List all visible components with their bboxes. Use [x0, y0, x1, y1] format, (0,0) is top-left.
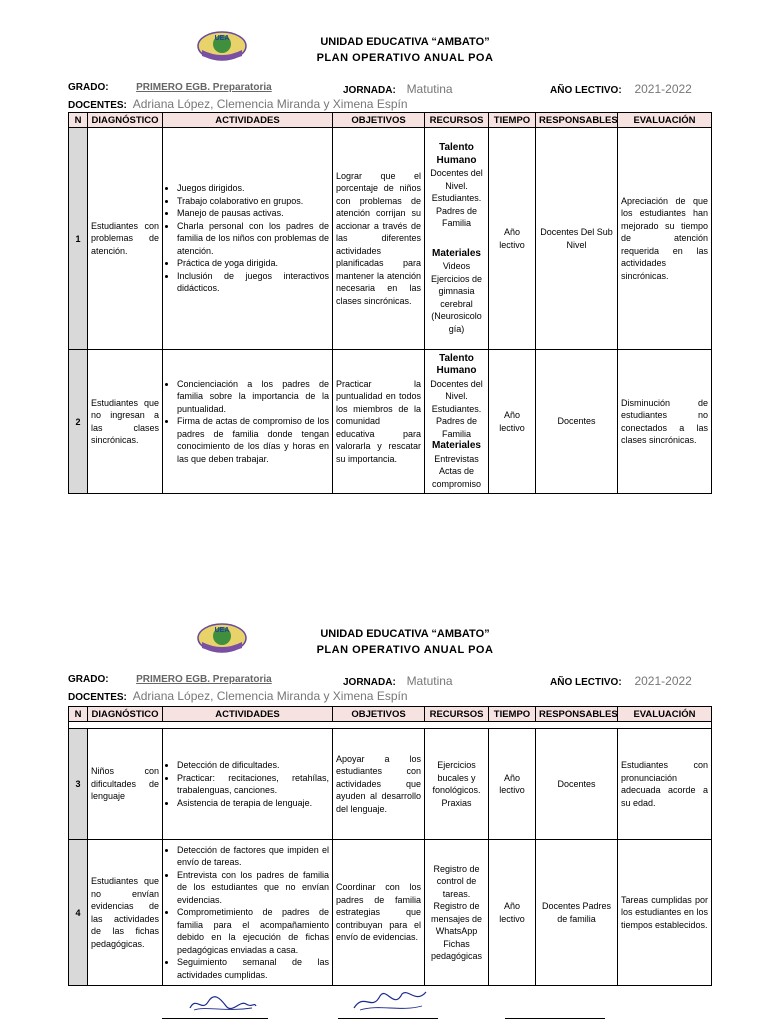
actividad-item: • Juegos dirigidos. — [177, 182, 329, 195]
evaluacion-cell: Apreciación de que los estudiantes han mejorado su tiempo de atención requerida en las actividades sincrónicas. — [618, 128, 712, 350]
col-header: RESPONSABLES — [536, 707, 618, 722]
col-header: DIAGNÓSTICO — [88, 707, 163, 722]
poa-table-2 — [68, 706, 712, 986]
col-header: OBJETIVOS — [333, 113, 425, 128]
objetivos-cell: Apoyar a los estudiantes con actividades que ayuden al desarrollo del lenguaje. — [333, 729, 425, 840]
actividad-item: • Comprometimiento de padres de familia para el acompañamiento debido en la ejecución de fichas pedagógicas enviadas a casa. — [177, 906, 329, 956]
tiempo-cell: Año lectivo — [489, 128, 536, 350]
docentes-row — [68, 689, 408, 703]
table-row — [69, 729, 712, 840]
actividad-item: • Detección de dificultades. — [177, 759, 329, 772]
responsables-cell: Docentes — [536, 729, 618, 840]
signature-line-1 — [162, 1018, 268, 1019]
row-number: 2 — [69, 350, 88, 494]
col-header: DIAGNÓSTICO — [88, 113, 163, 128]
table-header-row — [69, 707, 712, 722]
anio-label: AÑO LECTIVO: — [550, 677, 622, 688]
jornada-row — [343, 82, 453, 96]
plan-title: PLAN OPERATIVO ANUAL POA — [316, 644, 494, 656]
col-header: ACTIVIDADES — [163, 113, 333, 128]
jornada-value: Matutina — [406, 674, 453, 688]
recursos-cell — [425, 350, 489, 494]
recursos-mat-heading: Materiales — [432, 247, 481, 259]
table-row — [69, 840, 712, 986]
actividad-item: • Manejo de pausas activas. — [177, 207, 329, 220]
anio-value: 2021-2022 — [634, 82, 692, 96]
col-header: EVALUACIÓN — [618, 707, 712, 722]
recursos-mat-text: Videos Ejercicios de gimnasia cerebral (Neurosicolo gía) — [430, 261, 483, 334]
jornada-row — [343, 674, 453, 688]
recursos-th-heading: Talento Humano — [436, 352, 477, 377]
col-header: N — [69, 113, 88, 128]
spacer-row — [69, 722, 712, 729]
actividad-item: • Práctica de yoga dirigida. — [177, 257, 329, 270]
recursos-th-text: Docentes del Nivel. Estudiantes. Padres de Familia — [430, 378, 483, 439]
svg-text:UEA: UEA — [214, 627, 230, 634]
svg-text:UEA: UEA — [214, 35, 230, 42]
docentes-label: DOCENTES: — [68, 100, 127, 111]
tiempo-cell: Año lectivo — [489, 350, 536, 494]
evaluacion-cell: Tareas cumplidas por los estudiantes en los tiempos establecidos. — [618, 840, 712, 986]
col-header: TIEMPO — [489, 113, 536, 128]
plan-title: PLAN OPERATIVO ANUAL POA — [316, 52, 494, 64]
tiempo-cell: Año lectivo — [489, 729, 536, 840]
signature-1 — [186, 992, 260, 1016]
actividad-item: • Practicar: recitaciones, retahílas, trabalenguas, canciones. — [177, 772, 329, 797]
recursos-cell: Registro de control de tareas. Registro de mensajes de WhatsApp Fichas pedagógicas — [425, 840, 489, 986]
diagnostico-cell: Niños con dificultades de lenguaje — [88, 729, 163, 840]
actividad-item: • Seguimiento semanal de las actividades cumplidas. — [177, 956, 329, 981]
objetivos-cell: Coordinar con los padres de familia estrategias que contribuyan para el envío de evidencias. — [333, 840, 425, 986]
signature-line-3 — [505, 1018, 605, 1019]
actividad-item: • Entrevista con los padres de familia de los estudiantes que no envían evidencias. — [177, 869, 329, 907]
evaluacion-cell: Disminución de estudiantes no conectados a las clases sincrónicas. — [618, 350, 712, 494]
jornada-value: Matutina — [406, 82, 453, 96]
recursos-cell — [425, 128, 489, 350]
grado-row — [68, 82, 272, 93]
grado-value: PRIMERO EGB. Preparatoria — [136, 82, 272, 93]
school-name: UNIDAD EDUCATIVA “AMBATO” — [320, 628, 490, 640]
docentes-value: Adriana López, Clemencia Miranda y Ximena Espín — [132, 97, 408, 111]
table-row — [69, 128, 712, 350]
anio-row — [550, 82, 692, 96]
col-header: N — [69, 707, 88, 722]
grado-row — [68, 674, 272, 685]
actividades-cell — [163, 350, 333, 494]
objetivos-cell: Lograr que el porcentaje de niños con problemas de atención corrijan su accionar a través de las diferentes actividades planificadas para mantener la atención necesaria en las clases sincrónicas. — [333, 128, 425, 350]
signature-2 — [350, 984, 430, 1016]
diagnostico-cell: Estudiantes que no envían evidencias de las actividades de las fichas pedagógicas. — [88, 840, 163, 986]
row-number: 3 — [69, 729, 88, 840]
recursos-th-heading: Talento Humano — [436, 142, 477, 166]
recursos-cell: Ejercicios bucales y fonológicos. Praxias — [425, 729, 489, 840]
recursos-mat-heading: Materiales — [432, 440, 481, 452]
anio-value: 2021-2022 — [634, 674, 692, 688]
actividades-cell — [163, 128, 333, 350]
actividad-item: • Detección de factores que impiden el envío de tareas. — [177, 844, 329, 869]
objetivos-cell: Practicar la puntualidad en todos los miembros de la comunidad educativa para valorarla y rescatar su importancia. — [333, 350, 425, 494]
col-header: ACTIVIDADES — [163, 707, 333, 722]
poa-table-1 — [68, 112, 712, 494]
row-number: 1 — [69, 128, 88, 350]
col-header: TIEMPO — [489, 707, 536, 722]
row-number: 4 — [69, 840, 88, 986]
col-header: RECURSOS — [425, 113, 489, 128]
anio-row — [550, 674, 692, 688]
tiempo-cell: Año lectivo — [489, 840, 536, 986]
col-header: OBJETIVOS — [333, 707, 425, 722]
col-header: EVALUACIÓN — [618, 113, 712, 128]
docentes-label: DOCENTES: — [68, 692, 127, 703]
school-logo — [196, 620, 248, 656]
grado-value: PRIMERO EGB. Preparatoria — [136, 674, 272, 685]
recursos-th-text: Docentes del Nivel. Estudiantes. Padres de Familia — [430, 168, 483, 228]
diagnostico-cell: Estudiantes con problemas de atención. — [88, 128, 163, 350]
diagnostico-cell: Estudiantes que no ingresan a las clases sincrónicas. — [88, 350, 163, 494]
col-header: RESPONSABLES — [536, 113, 618, 128]
anio-label: AÑO LECTIVO: — [550, 85, 622, 96]
responsables-cell: Docentes Padres de familia — [536, 840, 618, 986]
jornada-label: JORNADA: — [343, 677, 396, 688]
table-header-row — [69, 113, 712, 128]
docentes-value: Adriana López, Clemencia Miranda y Ximena Espín — [132, 689, 408, 703]
school-name: UNIDAD EDUCATIVA “AMBATO” — [320, 36, 490, 48]
recursos-mat-text: Entrevistas Actas de compromiso — [431, 453, 481, 489]
responsables-cell: Docentes — [536, 350, 618, 494]
actividad-item: • Inclusión de juegos interactivos didácticos. — [177, 270, 329, 295]
col-header: RECURSOS — [425, 707, 489, 722]
table-row — [69, 350, 712, 494]
grado-label: GRADO: — [68, 674, 109, 685]
responsables-cell: Docentes Del Sub Nivel — [536, 128, 618, 350]
signature-line-2 — [338, 1018, 438, 1019]
actividad-item: • Charla personal con los padres de familia de los niños con problemas de atención. — [177, 220, 329, 258]
jornada-label: JORNADA: — [343, 85, 396, 96]
actividades-cell — [163, 729, 333, 840]
actividades-cell — [163, 840, 333, 986]
actividad-item: • Asistencia de terapia de lenguaje. — [177, 797, 329, 810]
evaluacion-cell: Estudiantes con pronunciación adecuada acorde a su edad. — [618, 729, 712, 840]
actividad-item: • Concienciación a los padres de familia sobre la importancia de la puntualidad. — [177, 378, 329, 416]
actividad-item: • Trabajo colaborativo en grupos. — [177, 195, 329, 208]
school-logo — [196, 28, 248, 64]
grado-label: GRADO: — [68, 82, 109, 93]
actividad-item: • Firma de actas de compromiso de los padres de familia donde tengan conocimiento de los días y horas en las que deben trabajar. — [177, 415, 329, 465]
docentes-row — [68, 97, 408, 111]
